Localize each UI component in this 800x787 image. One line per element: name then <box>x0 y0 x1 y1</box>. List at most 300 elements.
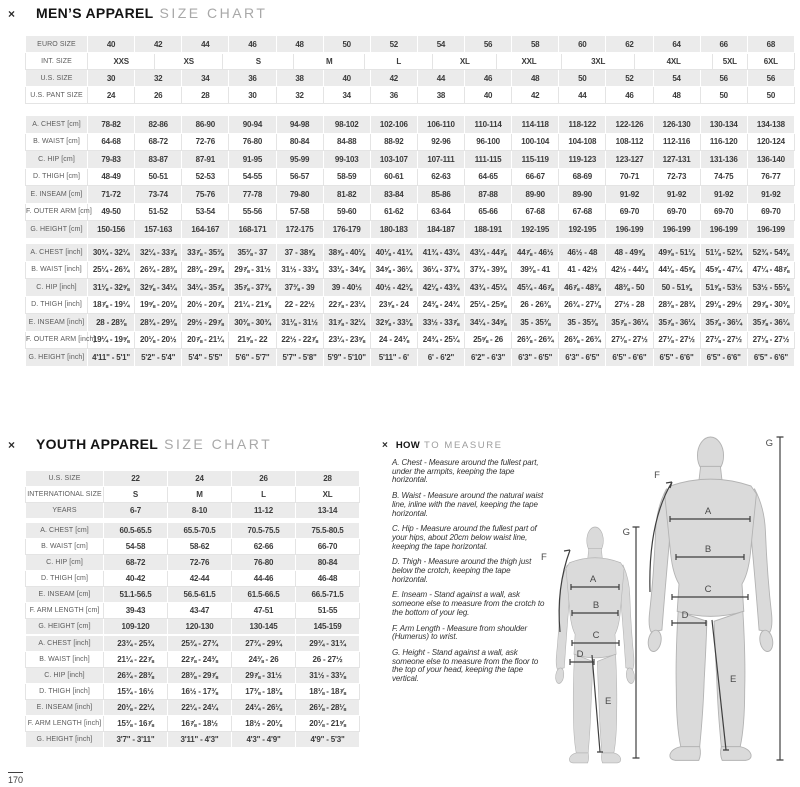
size-cell: 79-80 <box>276 186 323 204</box>
size-cell: 82-86 <box>135 116 182 134</box>
size-cell: 27⅛ - 27½ <box>747 331 794 349</box>
size-cell: 75-76 <box>182 186 229 204</box>
size-cell: 85-86 <box>417 186 464 204</box>
close-icon: × <box>8 7 16 21</box>
size-cell: 88-92 <box>370 133 417 151</box>
measure-instruction: F. Arm Length - Measure from shoulder (Humerus) to wrist. <box>392 623 528 642</box>
size-cell: 29¾ - 31¾ <box>296 636 360 652</box>
size-cell: 84-88 <box>323 133 370 151</box>
size-cell: 136-140 <box>747 151 794 169</box>
size-cell: 52-53 <box>182 168 229 186</box>
size-cell: 23¾ - 25¾ <box>104 636 168 652</box>
size-cell: 37 - 38⅝ <box>276 244 323 262</box>
size-cell: 86-90 <box>182 116 229 134</box>
size-cell: 4'11" - 5'1" <box>88 349 135 367</box>
size-cell: 78-82 <box>88 116 135 134</box>
size-cell: L <box>364 54 432 69</box>
size-cell: 69-70 <box>653 203 700 221</box>
size-cell: 102-106 <box>370 116 417 134</box>
close-icon: × <box>382 440 388 451</box>
size-cell: 29⅛ - 29½ <box>700 296 747 314</box>
size-cell: 46 <box>606 87 653 104</box>
size-cell: 24⅜ - 24¾ <box>417 296 464 314</box>
size-cell: 50-51 <box>135 168 182 186</box>
measure-instruction: A. Chest - Measure around the fullest part, under the armpits, keeping the tape horizontal. <box>392 458 539 485</box>
size-cell: 40⅛ - 41¾ <box>370 244 417 262</box>
measure-instruction: C. Hip - Measure around the fullest part of your hips, about 20cm below waist line, keeping the tape horizontal. <box>392 524 537 551</box>
size-cell: 29½ - 29⅞ <box>182 314 229 332</box>
size-cell: 65.5-70.5 <box>168 523 232 539</box>
size-cell: 72-76 <box>182 133 229 151</box>
row-label: G. HEIGHT [cm] <box>26 619 104 635</box>
size-cell: 39⅜ - 41 <box>512 261 559 279</box>
size-cell: 22½ - 22⅞ <box>276 331 323 349</box>
size-cell: 34 <box>182 70 229 87</box>
size-cell: 23⅝ - 24 <box>370 296 417 314</box>
size-cell: 48 <box>653 87 700 104</box>
youth-inch-table <box>25 635 360 748</box>
size-cell: 69-70 <box>606 203 653 221</box>
size-cell: 69-70 <box>700 203 747 221</box>
size-cell: 22⅞ - 24⅜ <box>168 652 232 668</box>
size-cell: 80-84 <box>276 133 323 151</box>
size-cell: 62-63 <box>417 168 464 186</box>
size-cell: 19¼ - 19⅝ <box>88 331 135 349</box>
size-cell: 40 <box>323 70 370 87</box>
size-cell: 91-92 <box>747 186 794 204</box>
size-cell: 40 <box>88 36 135 53</box>
size-cell: XL <box>296 487 360 503</box>
size-cell: 48 <box>276 36 323 53</box>
size-cell: 20⅞ - 21¼ <box>182 331 229 349</box>
hip-label: C <box>592 630 600 641</box>
size-cell: 46½ - 48 <box>559 244 606 262</box>
size-cell: 3'11" - 4'3" <box>168 732 232 748</box>
size-cell: 34¼ - 34⅝ <box>465 314 512 332</box>
size-cell: 26⅜ - 26¾ <box>512 331 559 349</box>
row-label: E. INSEAM [inch] <box>26 700 104 716</box>
row-label: E. INSEAM [inch] <box>26 314 88 332</box>
size-cell: 68-69 <box>559 168 606 186</box>
size-cell: 25¼ - 25⅝ <box>465 296 512 314</box>
size-cell: 68-72 <box>135 133 182 151</box>
size-cell: 31⅞ - 32¼ <box>323 314 370 332</box>
size-cell: M <box>293 54 364 69</box>
size-cell: 76-80 <box>232 555 296 571</box>
size-cell: 91-92 <box>700 186 747 204</box>
height-label: G <box>765 438 773 449</box>
size-cell: 50 - 51⅝ <box>653 279 700 297</box>
size-cell: 5'6" - 5'7" <box>229 349 276 367</box>
size-cell: 52 <box>370 36 417 53</box>
size-cell: 96-100 <box>465 133 512 151</box>
size-cell: 150-156 <box>88 221 135 239</box>
size-cell: 26⅛ - 28⅛ <box>296 700 360 716</box>
size-cell: 99-103 <box>323 151 370 169</box>
size-cell: 83-84 <box>370 186 417 204</box>
size-cell: 35 - 35⅜ <box>512 314 559 332</box>
size-cell: 6'3" - 6'5" <box>512 349 559 367</box>
row-label: A. CHEST [inch] <box>26 636 104 652</box>
size-cell: 67-68 <box>512 203 559 221</box>
size-cell: 26 - 26⅜ <box>512 296 559 314</box>
size-cell: 40½ - 42⅛ <box>370 279 417 297</box>
mens-chart-title <box>8 5 267 21</box>
size-cell: 42 <box>512 87 559 104</box>
size-cell: 130-145 <box>232 619 296 635</box>
size-cell: 72-76 <box>168 555 232 571</box>
size-cell: 31⅛ - 32⅝ <box>88 279 135 297</box>
size-cell: 35⅞ - 37⅜ <box>229 279 276 297</box>
size-cell: 92-96 <box>417 133 464 151</box>
size-cell: 164-167 <box>182 221 229 239</box>
row-label: D. THIGH [cm] <box>26 571 104 587</box>
size-cell: 37⅜ - 39 <box>276 279 323 297</box>
size-cell: 58-62 <box>168 539 232 555</box>
size-cell: 54-55 <box>229 168 276 186</box>
measure-instruction: E. Inseam - Stand against a wall, ask someone else to measure from the crotch to the bottom of your leg. <box>392 590 545 617</box>
size-cell: 30 <box>88 70 135 87</box>
waist-label: B <box>592 600 600 611</box>
size-cell: 44-46 <box>232 571 296 587</box>
size-cell: 114-118 <box>512 116 559 134</box>
size-cell: 81-82 <box>323 186 370 204</box>
size-cell: 6'5" - 6'6" <box>700 349 747 367</box>
size-cell: 120-130 <box>168 619 232 635</box>
size-cell: 22⅞ - 23¼ <box>323 296 370 314</box>
row-label: A. CHEST [inch] <box>26 244 88 262</box>
measure-title-bold: HOW <box>395 440 420 451</box>
size-cell: 33½ - 33⅞ <box>417 314 464 332</box>
size-cell: 34¼ - 35⅞ <box>182 279 229 297</box>
row-label: B. WAIST [inch] <box>26 652 104 668</box>
size-cell: 32 <box>276 87 323 104</box>
size-cell: 26 <box>135 87 182 104</box>
size-cell: 8-10 <box>168 503 232 519</box>
size-cell: 35 - 35⅜ <box>559 314 606 332</box>
size-cell: 52¾ - 54⅜ <box>747 244 794 262</box>
size-cell: 42 <box>135 36 182 53</box>
size-cell: 6'5" - 6'6" <box>606 349 653 367</box>
size-cell: 51-52 <box>135 203 182 221</box>
size-cell: 74-75 <box>700 168 747 186</box>
size-cell: 4'9" - 5'3" <box>296 732 360 748</box>
row-label: C. HIP [inch] <box>26 668 104 684</box>
size-cell: 55-56 <box>229 203 276 221</box>
size-cell: 64-65 <box>465 168 512 186</box>
size-cell: 24¾ - 25¼ <box>417 331 464 349</box>
size-cell: 41 - 42½ <box>559 261 606 279</box>
size-cell: 71-72 <box>88 186 135 204</box>
size-cell: 3XL <box>561 54 634 69</box>
size-cell: 60-61 <box>370 168 417 186</box>
size-cell: 5XL <box>712 54 747 69</box>
row-label: INTERNATIONAL SIZE <box>26 487 104 503</box>
mens-size-header-table <box>25 35 795 104</box>
size-cell: 60 <box>559 36 606 53</box>
size-cell: 25¼ - 26¾ <box>88 261 135 279</box>
size-cell: 134-138 <box>747 116 794 134</box>
size-cell: 13-14 <box>296 503 360 519</box>
size-cell: 44 <box>559 87 606 104</box>
size-cell: 53-54 <box>182 203 229 221</box>
size-cell: 91-92 <box>653 186 700 204</box>
size-cell: 29⅞ - 31½ <box>232 668 296 684</box>
size-cell: 131-136 <box>700 151 747 169</box>
size-cell: 192-195 <box>512 221 559 239</box>
size-cell: 79-83 <box>88 151 135 169</box>
size-cell: 42⅛ - 43¾ <box>417 279 464 297</box>
size-cell: 49⅝ - 51⅛ <box>653 244 700 262</box>
size-cell: L <box>232 487 296 503</box>
size-cell: 73-74 <box>135 186 182 204</box>
size-cell: 32¼ - 33⅞ <box>135 244 182 262</box>
size-cell: 20⅛ - 20½ <box>135 331 182 349</box>
size-cell: 43-47 <box>168 603 232 619</box>
size-cell: 91-92 <box>606 186 653 204</box>
size-cell: 6'3" - 6'5" <box>559 349 606 367</box>
size-cell: 62 <box>606 36 653 53</box>
inseam-label: E <box>730 674 737 685</box>
size-cell: 18⅞ - 19¼ <box>88 296 135 314</box>
arm-label: F <box>654 470 660 481</box>
size-cell: 21¼ - 21⅝ <box>229 296 276 314</box>
size-cell: 76-77 <box>747 168 794 186</box>
size-cell: 66.5-71.5 <box>296 587 360 603</box>
size-cell: 43¾ - 45¼ <box>465 279 512 297</box>
size-cell: 46⅞ - 48⅜ <box>559 279 606 297</box>
size-cell: 20⅛ - 22¼ <box>104 700 168 716</box>
size-cell: S <box>222 54 293 69</box>
size-cell: 44⅛ - 45⅝ <box>653 261 700 279</box>
size-cell: 26¾ - 27⅛ <box>559 296 606 314</box>
size-cell: 157-163 <box>135 221 182 239</box>
size-cell: 62-66 <box>232 539 296 555</box>
thigh-label: D <box>576 649 584 660</box>
row-label: E. INSEAM [cm] <box>26 587 104 603</box>
size-cell: 69-70 <box>747 203 794 221</box>
size-cell: 42½ - 44⅛ <box>606 261 653 279</box>
size-cell: XXS <box>113 56 129 66</box>
size-cell: 37¾ - 39⅜ <box>465 261 512 279</box>
size-cell: 87-88 <box>465 186 512 204</box>
size-cell: 108-112 <box>606 133 653 151</box>
size-cell: 21⅝ - 22 <box>229 331 276 349</box>
size-cell: 50 <box>323 36 370 53</box>
size-cell: XXL <box>496 54 561 69</box>
size-cell: 27⅛ - 27½ <box>653 331 700 349</box>
size-cell: 38 <box>276 70 323 87</box>
size-cell: 6XL <box>747 54 794 69</box>
row-label: U.S. PANT SIZE <box>26 87 88 104</box>
inseam-label: E <box>605 696 612 707</box>
size-cell: 111-115 <box>465 151 512 169</box>
row-label: G. HEIGHT [cm] <box>26 221 88 239</box>
size-cell: 64 <box>653 36 700 53</box>
size-cell: 23¼ - 23⅝ <box>323 331 370 349</box>
size-cell: 29⅞ - 31½ <box>229 261 276 279</box>
size-cell: 42-44 <box>168 571 232 587</box>
size-cell: 5'7" - 5'8" <box>276 349 323 367</box>
size-cell: 51⅛ - 52¾ <box>700 244 747 262</box>
youth-title-bold: YOUTH APPAREL <box>36 436 159 452</box>
size-cell: 52 <box>606 70 653 87</box>
size-cell: 51⅝ - 53½ <box>700 279 747 297</box>
youth-title-light: SIZE CHART <box>164 436 273 452</box>
measure-instruction: D. Thigh - Measure around the thigh just below the crotch, keeping the tape horizontal. <box>392 557 532 584</box>
size-cell: 61-62 <box>370 203 417 221</box>
size-cell: 123-127 <box>606 151 653 169</box>
size-cell: 24 - 24⅜ <box>370 331 417 349</box>
size-cell: 22 - 22½ <box>276 296 323 314</box>
size-cell: 77-78 <box>229 186 276 204</box>
size-cell: 90-94 <box>229 116 276 134</box>
size-cell: 24⅜ - 26 <box>232 652 296 668</box>
size-cell: 25¾ - 27¾ <box>168 636 232 652</box>
size-cell: 48⅜ - 50 <box>606 279 653 297</box>
mens-title-bold: MEN’S APPAREL <box>36 5 154 21</box>
size-cell: 6'5" - 6'6" <box>653 349 700 367</box>
size-cell: 68 <box>747 36 794 53</box>
size-cell: 83-87 <box>135 151 182 169</box>
size-cell: 48 <box>512 70 559 87</box>
size-cell: 56-57 <box>276 168 323 186</box>
size-cell: 26 <box>232 471 296 487</box>
size-cell: 38 <box>417 87 464 104</box>
row-label: INT. SIZE <box>26 53 88 70</box>
size-cell: 35⅜ - 37 <box>229 244 276 262</box>
size-cell: 66 <box>700 36 747 53</box>
row-label: F. ARM LENGTH [inch] <box>26 716 104 732</box>
size-cell: 20½ - 20⅞ <box>182 296 229 314</box>
size-cell: 76-80 <box>229 133 276 151</box>
size-cell: 43¼ - 44⅞ <box>465 244 512 262</box>
row-label: A. CHEST [cm] <box>26 523 104 539</box>
height-measure-line <box>633 527 640 758</box>
size-cell: 122-126 <box>606 116 653 134</box>
height-label: G <box>622 527 630 538</box>
size-cell: 87-91 <box>182 151 229 169</box>
size-cell: 27¾ - 29¾ <box>232 636 296 652</box>
size-cell: 3'7" - 3'11" <box>104 732 168 748</box>
size-cell: 18⅛ - 18⅞ <box>296 684 360 700</box>
page-number: 170 <box>8 772 23 785</box>
size-cell: 47¼ - 48⅞ <box>747 261 794 279</box>
size-cell: 42 <box>370 70 417 87</box>
size-cell: 116-120 <box>700 133 747 151</box>
size-cell: 50 <box>700 87 747 104</box>
size-cell: 20⅛ - 21⅝ <box>296 716 360 732</box>
chest-label: A <box>589 574 597 585</box>
size-cell: 26¾ - 28⅜ <box>135 261 182 279</box>
size-cell: 5'4" - 5'5" <box>182 349 229 367</box>
size-cell: 145-159 <box>296 619 360 635</box>
size-cell: 19⅝ - 20⅛ <box>135 296 182 314</box>
size-cell: 31½ - 33⅛ <box>296 668 360 684</box>
size-cell: 16½ - 17⅜ <box>168 684 232 700</box>
youth-figure-silhouette <box>555 527 636 763</box>
size-cell: 58-59 <box>323 168 370 186</box>
size-cell: 5'2" - 5'4" <box>135 349 182 367</box>
size-cell: 16⅞ - 18½ <box>168 716 232 732</box>
size-cell: 180-183 <box>370 221 417 239</box>
size-cell: 64-68 <box>88 133 135 151</box>
size-cell: 75.5-80.5 <box>296 523 360 539</box>
size-cell: 49-50 <box>88 203 135 221</box>
size-cell: 54 <box>653 70 700 87</box>
size-cell: 115-119 <box>512 151 559 169</box>
waist-label: B <box>704 544 712 555</box>
row-label: U.S. SIZE <box>26 70 88 87</box>
size-cell: 50 <box>559 70 606 87</box>
measure-title-light: TO MEASURE <box>423 440 503 451</box>
size-cell: 60.5-65.5 <box>104 523 168 539</box>
size-cell: 39 - 40½ <box>323 279 370 297</box>
size-cell: 80-84 <box>296 555 360 571</box>
size-cell: 63-64 <box>417 203 464 221</box>
measure-instructions <box>392 459 548 691</box>
size-cell: 46 <box>229 36 276 53</box>
row-label: D. THIGH [inch] <box>26 684 104 700</box>
size-cell: 89-90 <box>559 186 606 204</box>
size-cell: 56 <box>700 70 747 87</box>
row-label: A. CHEST [cm] <box>26 116 88 134</box>
size-cell: 18½ - 20⅛ <box>232 716 296 732</box>
how-to-measure-title <box>382 440 503 451</box>
size-cell: 26⅜ - 26¾ <box>559 331 606 349</box>
size-cell: 126-130 <box>653 116 700 134</box>
size-cell: 66-67 <box>512 168 559 186</box>
row-label: B. WAIST [cm] <box>26 133 88 151</box>
size-cell: 58 <box>512 36 559 53</box>
adult-figure-silhouette <box>646 437 774 760</box>
size-cell: 24 <box>168 471 232 487</box>
row-label: EURO SIZE <box>26 36 88 53</box>
size-cell: 35⅞ - 36¼ <box>747 314 794 332</box>
size-cell: 196-199 <box>653 221 700 239</box>
size-cell: 127-131 <box>653 151 700 169</box>
size-cell: 22¼ - 24¼ <box>168 700 232 716</box>
size-cell: 36 <box>370 87 417 104</box>
arm-label: F <box>541 552 547 563</box>
row-label: C. HIP [inch] <box>26 279 88 297</box>
size-cell: 66-70 <box>296 539 360 555</box>
size-cell: 30 <box>229 87 276 104</box>
size-cell: 24 <box>88 87 135 104</box>
row-label: C. HIP [cm] <box>26 151 88 169</box>
size-cell: 51.1-56.5 <box>104 587 168 603</box>
size-cell: 26 - 27½ <box>296 652 360 668</box>
size-cell: S <box>104 487 168 503</box>
size-cell: 28¾ - 29⅛ <box>135 314 182 332</box>
close-icon: × <box>8 438 16 452</box>
size-cell: XL <box>432 54 496 69</box>
size-cell: 39-43 <box>104 603 168 619</box>
size-cell: 35⅞ - 36¼ <box>653 314 700 332</box>
size-cell: 28 <box>182 87 229 104</box>
size-cell: 48-49 <box>88 168 135 186</box>
size-cell: 47-51 <box>232 603 296 619</box>
size-cell: 72-73 <box>653 168 700 186</box>
youth-cm-table <box>25 522 360 635</box>
row-label: D. THIGH [cm] <box>26 168 88 186</box>
size-cell: 6' - 6'2" <box>417 349 464 367</box>
size-cell: 103-107 <box>370 151 417 169</box>
size-cell: 5'9" - 5'10" <box>323 349 370 367</box>
size-cell: 56 <box>465 36 512 53</box>
size-cell: 25⅝ - 26 <box>465 331 512 349</box>
size-cell: 56.5-61.5 <box>168 587 232 603</box>
